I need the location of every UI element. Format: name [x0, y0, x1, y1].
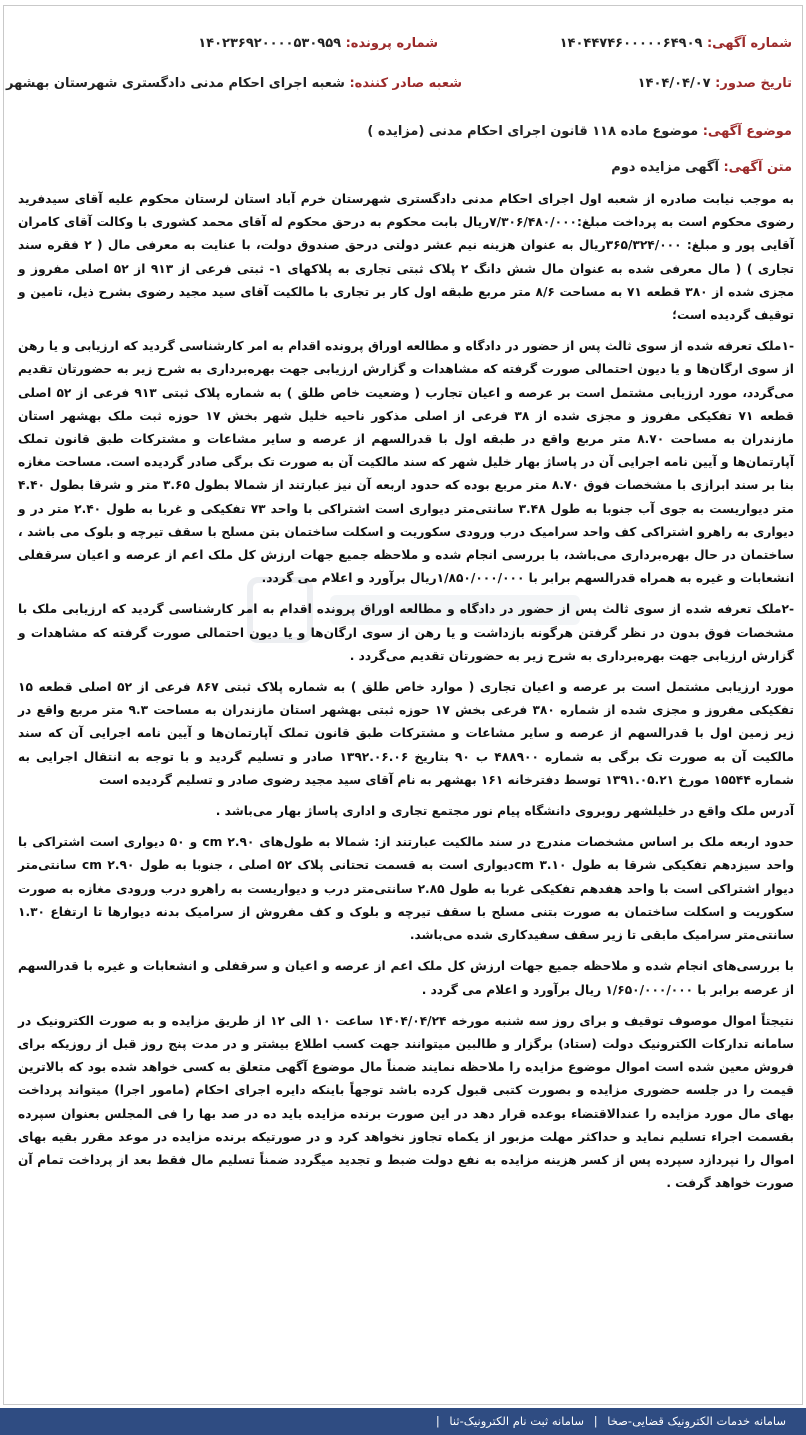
subject-row	[367, 124, 792, 139]
paragraph-intro: به موجب نیابت صادره از شعبه اول اجرای احکام مدنی دادگستری شهرستان خرم آباد استان لرستان محکوم علیه آقای سیدفرید رضوی محکوم است به پرداخت مبلغ:۷/۳۰۶/۴۸۰/۰۰۰ریال بابت محکوم به درحق محکوم له آقای محمد کشوری با وکالت آقای کامران آقایی پور و مبلغ: ۳۶۵/۳۲۴/۰۰۰ریال به عنوان هزینه نیم عشر دولتی درحق صندوق دولت، با عنایت به معرفی مال ( ۲ فقره سند تجاری ) ( مال معرفی شده به عنوان مال شش دانگ ۲ پلاک ثبتی تجاری به پلاکهای ۱- ثبتی فرعی از ۹۱۳ از ۵۲ اصلی مفروز و مجزی شده از ۳۸۰ قطعه ۷۱ به مساحت ۸/۶ متر مربع طبقه اول کار بر تجاری با مالکیت آقای سید مجید رضوی بشرح ذیل، تامین و توقیف گردیده است؛	[18, 192, 795, 323]
paragraph-valuation: با بررسی‌های انجام شده و ملاحظه جمیع جهات ارزش کل ملک اعم از عرصه و اعیان و سرقفلی و انشعابات و غیره با قدرالسهم از عرصه برابر با ۱/۶۵۰/۰۰۰/۰۰۰ ریال برآورد و اعلام می گردد .	[18, 959, 794, 997]
paragraph-item-2: -۲ملک تعرفه شده از سوی ثالث پس از حضور در دادگاه و مطالعه اوراق پرونده اقدام به امر کارشناسی گردید که ارزیابی ملک با مشخصات فوق بدون در نظر گرفتن هرگونه بازداشت و یا رهن از سوی ارگان‌ها و یا دیون احتمالی صورت گرفته که مشاهدات و گزارش ارزیابی جهت بهره‌برداری به شرح زیر به حضورتان تقدیم می‌گردد .	[18, 602, 794, 663]
paragraph-item-1: -۱ملک تعرفه شده از سوی ثالث پس از حضور در دادگاه و مطالعه اوراق پرونده اقدام به امر کارشناسی گردید که ارزیابی و یا رهن از سوی ارگان‌ها و یا دیون احتمالی صورت گرفته که مشاهدات و گزارش ارزیابی جهت بهره‌برداری به شرح زیر به حضورتان تقدیم می‌گردد، مورد ارزیابی مشتمل است بر عرصه و اعیان تجارب ( وضعیت خاص طلق ) به شماره پلاک ثبتی ۹۱۳ فرعی از ۵۲ اصلی قطعه ۷۱ تفکیکی مفروز و مجزی شده از ۳۸ فرعی از اصلی مذکور ناحیه خلیل شهر بخش ۱۷ حوزه ثبت ملک بهشهر استان مازندران به مساحت ۸.۷۰ متر مربع واقع در طبقه اول با قدرالسهم از عرصه و سایر مشاعات و مشترکات طبق قانون تملک آپارتمان‌ها و آیین نامه اجرایی آن در پاساژ بهار خلیل شهر که سند مالکیت آن به صورت تک برگی صادر گردیده است. مساحت مغازه بنا بر سند ابرازی با مشخصات فوق ۸.۷۰ متر مربع بوده که حدود اربعه آن نیز عبارتند از شمالا بطول ۳.۶۵ متر و شرقا بطول ۴.۴۰ متر دیواریست به جوی آب جنوبا به طول ۳.۴۸ سانتی‌متر دیواری است اشتراکی با واحد ۷۳ تفکیکی و غربا به طول ۲.۴۰ متر در و دیواری به راهرو اشتراکی کف واحد سرامیک درب ورودی سکوریت و اسکلت ساختمان بتن مسلح با سقف تیرچه و بلوک می باشد ، ساختمان در حال بهره‌برداری می‌باشد، با بررسی انجام شده و ملاحظه جمیع جهات ارزش کل ملک اعم از عرصه و اعیان سرقفلی انشعابات و غیره به همراه قدرالسهم برابر با ۱/۸۵۰/۰۰۰/۰۰۰ریال برآورد و اعلام می گردد.	[18, 339, 795, 586]
ad-text-title: آگهی مزایده دوم	[611, 160, 719, 175]
issuer-label: شعبه صادر کننده:	[349, 76, 462, 91]
footer-separator-end: |	[435, 1414, 440, 1428]
issue-date-row	[638, 76, 792, 91]
paragraph-auction-terms: نتیجتاً اموال موصوف توقیف و برای روز سه شنبه مورخه ۱۴۰۴/۰۴/۲۴ ساعت ۱۰ الی ۱۲ از طریق مزایده و به صورت الکترونیک در سامانه تدارکات الکترونیک دولت (ستاد) برگزار و طالبین میتوانند جهت کسب اطلاع بیشتر و در مدت پنج روز قبل از روزیکه برای فروش معین شده است اموال موضوع مزایده را ملاحظه نمایند ضمناً مال موضوع آگهی متعلق به کسی خواهد شده بود که بالاترین قیمت را در جلسه حضوری مزایده و بصورت کتبی قبول کرده باشد توجهاً باینکه دایره اجرای احکام (مامور اجرا) میتواند پرداخت بهای مال مورد مزایده را عندالاقتضاء بوعده قرار دهد در این صورت برنده مزایده باید ده در صد بها را فی المجلس بعنوان سپرده بقسمت اجراء تسلیم نماید و حداکثر مهلت مزبور از یکماه تجاوز نخواهد کرد و در صورتیکه برنده مزایده در موعد مقرر بقیه بهای اموال را نپردازد سپرده پس از کسر هزینه مزایده به نفع دولت ضبط و تجدید میگردد ضمناً تسلیم مال فقط بعد از پرداخت تمام آن صورت خواهد گرفت .	[18, 1013, 795, 1191]
paragraph-address: آدرس ملک واقع در خلیلشهر روبروی دانشگاه پیام نور مجتمع تجاری و اداری پاساژ بهار می‌باشد .	[215, 804, 794, 819]
paragraph-item-2-details: مورد ارزیابی مشتمل است بر عرصه و اعیان تجاری ( موارد خاص طلق ) به شماره پلاک ثبتی ۸۶۷ فرعی از ۵۲ اصلی قطعه ۱۵ تفکیکی مفروز و مجزی شده از شماره ۳۸۰ فرعی بخش ۱۷ حوزه ثبتی بهشهر استان مازندران به مساحت ۹.۳ متر مربع واقع در زیر زمین اول با قدرالسهم از عرصه و سایر مشاعات و مشترکات طبق قانون تملک آپارتمان‌ها و آیین نامه اجرایی آن که سند مالکیت آن به صورت تک برگی به شماره ۴۸۸۹۰۰ ب ۹۰ بتاریخ ۱۳۹۲.۰۶.۰۶ صادر و تسلیم گردید و با توجه به انتقال اجرایی به شماره ۱۵۵۴۴ مورخ ۱۳۹۱.۰۵.۲۱ توسط دفترخانه ۱۶۱ بهشهر به نام آقای سید مجید رضوی صادر و تسلیم گردیده است	[18, 680, 794, 787]
issue-date: ۱۴۰۴/۰۴/۰۷	[637, 76, 711, 91]
ad-number: ۱۴۰۴۴۷۴۶۰۰۰۰۰۶۴۹۰۹	[559, 36, 703, 51]
issue-date-label: تاریخ صدور:	[715, 76, 792, 91]
ad-number-row	[560, 36, 792, 51]
file-number-label: شماره پرونده:	[345, 36, 438, 51]
subject-label: موضوع آگهی:	[702, 124, 792, 139]
file-number-row	[198, 36, 438, 51]
ad-body	[18, 188, 794, 1203]
file-number: ۱۴۰۲۳۶۹۲۰۰۰۰۵۳۰۹۵۹	[198, 36, 342, 51]
ad-number-label: شماره آگهی:	[706, 36, 792, 51]
subject: موضوع ماده ۱۱۸ قانون اجرای احکام مدنی (مزایده )	[367, 124, 699, 139]
footer-link-sana[interactable]: سامانه ثبت نام الکترونیک-ثنا	[449, 1414, 585, 1428]
ad-text-label: متن آگهی:	[723, 160, 792, 175]
footer-bar	[0, 1408, 806, 1435]
ad-text-row	[611, 160, 792, 175]
footer-link-sakha[interactable]: سامانه خدمات الکترونیک قضایی-صخا	[607, 1414, 786, 1428]
issuer-row	[6, 76, 462, 91]
issuer: شعبه اجرای احکام مدنی دادگستری شهرستان بهشهر	[6, 76, 345, 91]
paragraph-boundaries: حدود اربعه ملک بر اساس مشخصات مندرج در سند مالکیت عبارتند از: شمالا به طول‌های ۲.۹۰ cm و ۵۰ دیواری است اشتراکی با واحد سیزدهم تفکیکی شرقا به طول ۳.۱۰ cmدیواری است به قسمت تحتانی پلاک ۵۲ اصلی ، جنوبا به طول ۲.۹۰ cm سانتی‌متر دیوار اشتراکی است با واحد هفدهم تفکیکی غربا به طول ۲.۸۵ سانتی‌متر درب و دیواریست به راهرو درب ورودی مغازه به صورت سکوریت و اسکلت ساختمان به صورت بتنی مسلح با سقف تیرچه و بلوک و کف مفروش از سرامیک بدنه دیوارها تا ارتفاع ۱.۳۰ سانتی‌متر سرامیک مابقی تا زیر سقف سفیدکاری شده می‌باشد.	[18, 835, 795, 943]
footer-separator: |	[593, 1414, 598, 1428]
